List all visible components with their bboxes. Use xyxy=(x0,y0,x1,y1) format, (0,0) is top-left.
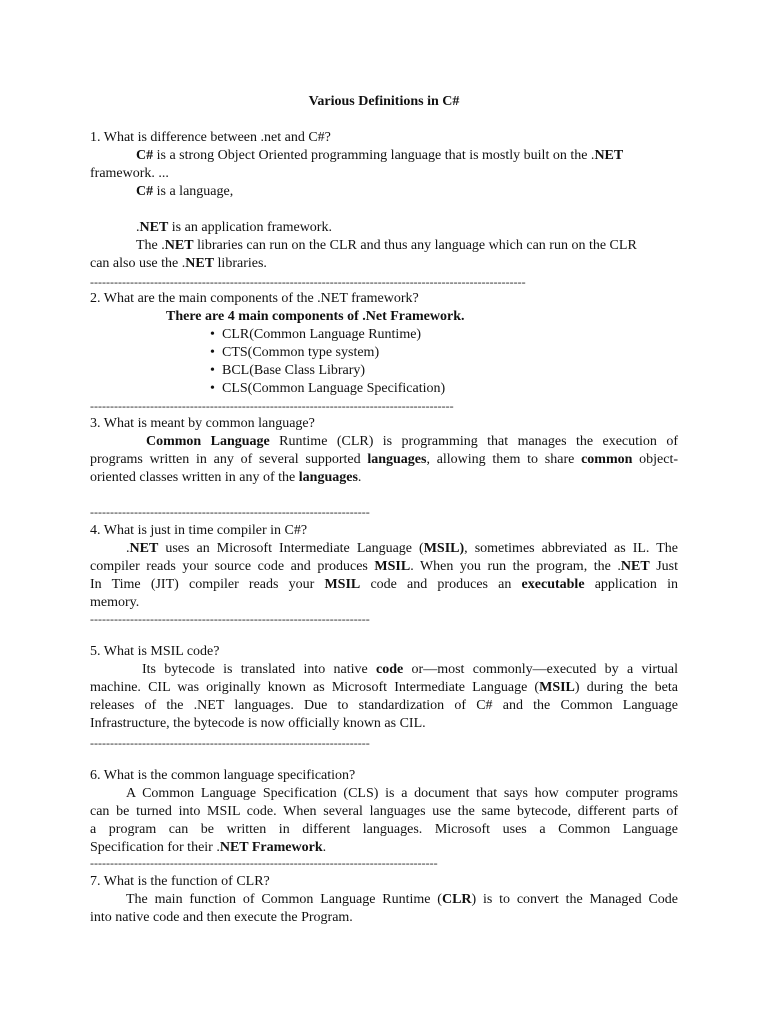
answer-4-line-4: memory. xyxy=(90,595,140,610)
question-2-heading: 2. What are the main components of the .NET framework? xyxy=(90,291,419,306)
separator-line: ------------------------------------------------------------------------------------------- xyxy=(90,400,454,412)
question-4-heading: 4. What is just in time compiler in C#? xyxy=(90,523,308,538)
answer-1-line-1: C# is a strong Object Oriented programming language that is mostly built on the .NET xyxy=(136,148,624,163)
separator-line: ---------------------------------------------------------------------- xyxy=(90,737,370,749)
question-5-heading: 5. What is MSIL code? xyxy=(90,644,220,659)
list-item: • BCL(Base Class Library) xyxy=(210,362,445,380)
answer-6-line-1: A Common Language Specification (CLS) is a document that says how computer programs xyxy=(126,786,678,801)
question-6-heading: 6. What is the common language specification? xyxy=(90,768,356,783)
separator-line: --------------------------------------------------------------------------------------- xyxy=(90,857,438,869)
question-7 xyxy=(90,873,678,927)
question-3 xyxy=(90,415,678,487)
answer-5-line-3: releases of the .NET languages. Due to standardization of C# and the Common Language xyxy=(90,698,678,713)
answer-4-line-2: compiler reads your source code and produces MSIL. When you run the program, the .NET Just xyxy=(90,559,678,574)
question-2 xyxy=(90,290,678,326)
separator-line: ---------------------------------------------------------------------- xyxy=(90,613,370,625)
answer-6-line-2: can be turned into MSIL code. When several languages use the same bytecode, different parts of xyxy=(90,804,678,819)
answer-3-line-2: programs written in any of several supported languages, allowing them to share common object- xyxy=(90,452,678,467)
question-3-heading: 3. What is meant by common language? xyxy=(90,416,315,431)
answer-1-line-6: can also use the .NET libraries. xyxy=(90,256,267,271)
separator-line: ------------------------------------------------------------------------------------------------------------- xyxy=(90,276,526,288)
answer-4-line-1: .NET uses an Microsoft Intermediate Language (MSIL), sometimes abbreviated as IL. The xyxy=(126,541,678,556)
list-item: • CTS(Common type system) xyxy=(210,344,445,362)
answer-3-line-1: Common Language Runtime (CLR) is programming that manages the execution of xyxy=(146,434,678,449)
components-list xyxy=(210,326,445,398)
answer-5-line-1: Its bytecode is translated into native code or—most commonly—executed by a virtual xyxy=(142,662,679,677)
question-5 xyxy=(90,643,678,733)
answer-1-line-3: C# is a language, xyxy=(136,184,234,199)
answer-1-line-4: .NET is an application framework. xyxy=(136,220,332,235)
list-item: • CLR(Common Language Runtime) xyxy=(210,326,445,344)
answer-5-line-4: Infrastructure, the bytecode is now officially known as CIL. xyxy=(90,716,426,731)
list-item: • CLS(Common Language Specification) xyxy=(210,380,445,398)
answer-3-line-3: oriented classes written in any of the languages. xyxy=(90,470,362,485)
answer-5-line-2: machine. CIL was originally known as Microsoft Intermediate Language (MSIL) during the beta xyxy=(90,680,678,695)
answer-1-line-2: framework. ... xyxy=(90,166,169,181)
answer-7-line-2: into native code and then execute the Program. xyxy=(90,910,353,925)
document-title: Various Definitions in C# xyxy=(308,94,460,109)
separator-line: ---------------------------------------------------------------------- xyxy=(90,506,370,518)
question-1 xyxy=(90,129,678,273)
answer-6-line-4: Specification for their .NET Framework. xyxy=(90,840,327,855)
blank-line xyxy=(90,201,678,219)
answer-1-line-5: The .NET libraries can run on the CLR and thus any language which can run on the CLR xyxy=(136,238,637,253)
question-7-heading: 7. What is the function of CLR? xyxy=(90,874,270,889)
answer-2-heading: There are 4 main components of .Net Framework. xyxy=(166,309,465,324)
question-4 xyxy=(90,522,678,612)
answer-4-line-3: In Time (JIT) compiler reads your MSIL code and produces an executable application in xyxy=(90,577,678,592)
question-1-heading: 1. What is difference between .net and C#? xyxy=(90,130,331,145)
answer-6-line-3: a program can be written in different languages. Microsoft uses a Common Language xyxy=(90,822,678,837)
question-6 xyxy=(90,767,678,857)
answer-7-line-1: The main function of Common Language Runtime (CLR) is to convert the Managed Code xyxy=(126,892,678,907)
